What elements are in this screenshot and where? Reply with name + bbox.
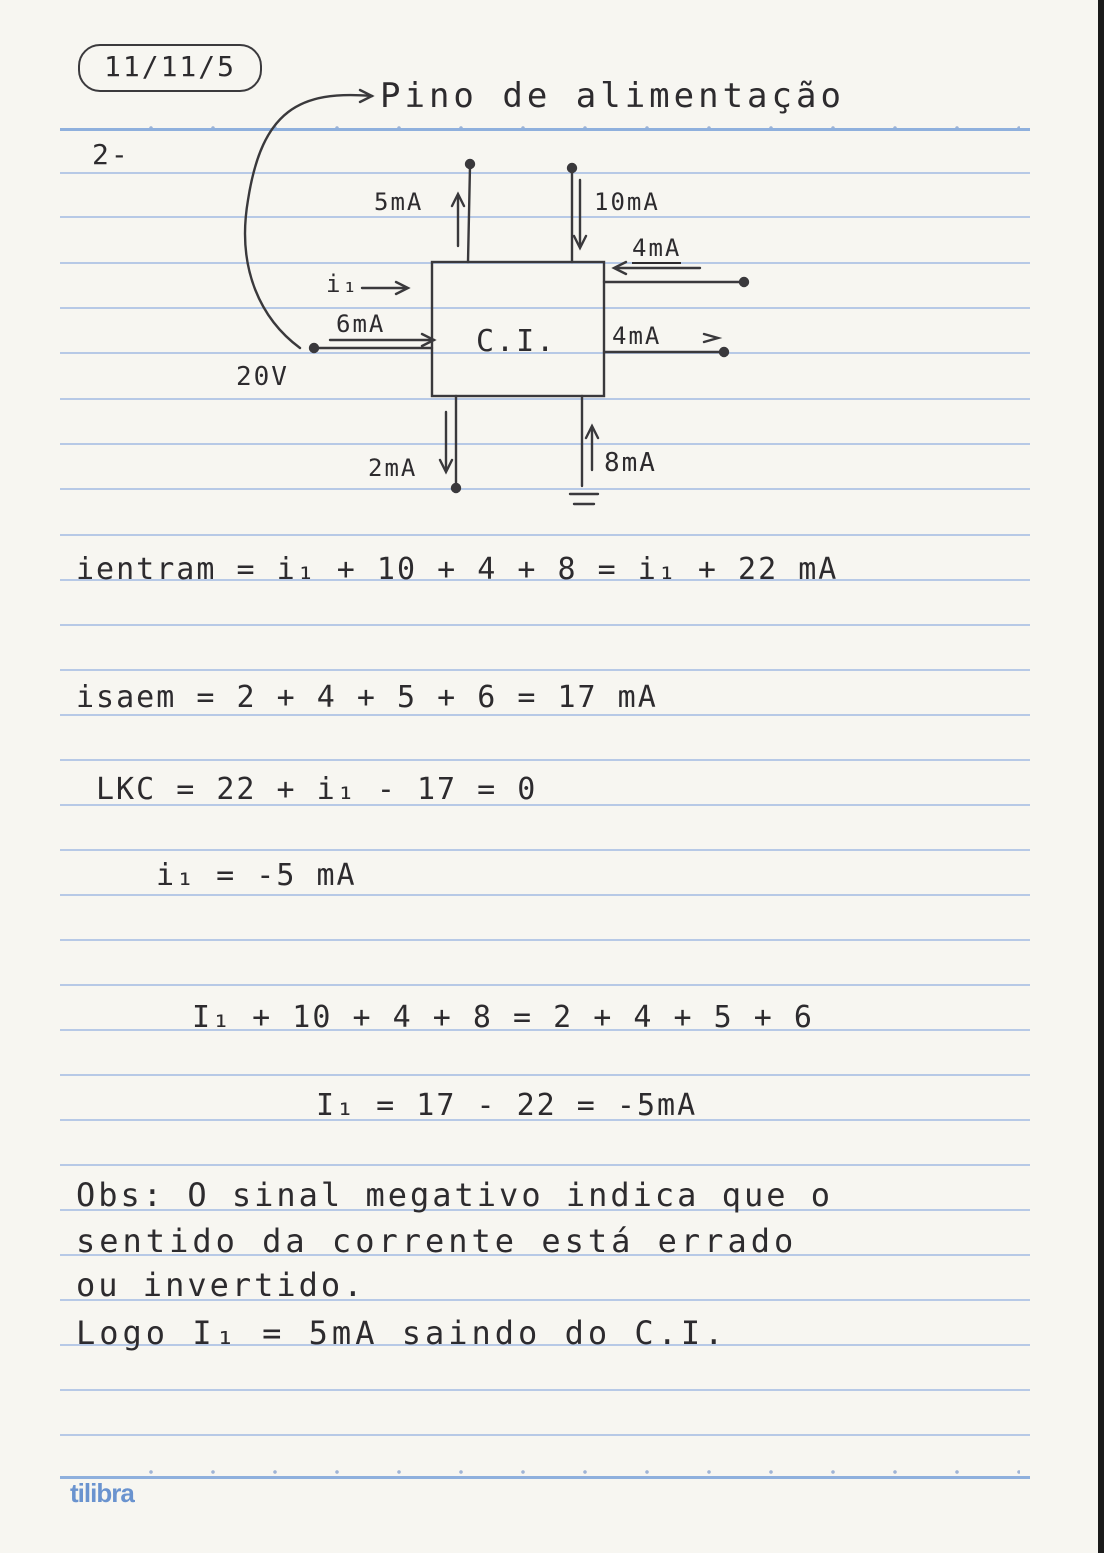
- ruled-line: [60, 1164, 1030, 1166]
- problem-number: 2-: [92, 138, 130, 171]
- observation-line-3: ou invertido.: [76, 1266, 366, 1304]
- date-text: 11/11/5: [104, 50, 237, 83]
- ic-label: C.I.: [476, 324, 557, 359]
- label-top-right-current: 10mA: [594, 188, 660, 216]
- label-bottom-left-current: 2mA: [368, 454, 418, 482]
- brand-logo: tilibra: [70, 1478, 134, 1508]
- equation-saem: isaem = 2 + 4 + 5 + 6 = 17 mA: [76, 680, 658, 715]
- label-top-left-current: 5mA: [374, 188, 424, 216]
- label-right-top-current: 4mA: [632, 234, 682, 262]
- ruled-line: [60, 1476, 1030, 1479]
- observation-line-4: Logo I₁ = 5mA saindo do C.I.: [76, 1314, 728, 1352]
- ruled-line: [60, 624, 1030, 626]
- ruled-line: [60, 984, 1030, 986]
- dotted-footer-line: [120, 1470, 1020, 1474]
- ruled-line: [60, 669, 1030, 671]
- equation-lkc: LKC = 22 + i₁ - 17 = 0: [96, 772, 538, 807]
- ruled-line: [60, 939, 1030, 941]
- equation-entram: ientram = i₁ + 10 + 4 + 8 = i₁ + 22 mA: [76, 552, 839, 587]
- label-bottom-right-current: 8mA: [604, 448, 657, 478]
- annotation-pino: Pino de alimentação: [380, 76, 845, 116]
- circuit-diagram: [0, 0, 1104, 560]
- label-left-mid-current: 6mA: [336, 310, 386, 338]
- equation-i1-result: i₁ = -5 mA: [156, 858, 357, 893]
- ruled-line: [60, 759, 1030, 761]
- label-right-mid-current: 4mA: [612, 322, 662, 350]
- observation-line-1: Obs: O sinal megativo indica que o: [76, 1176, 834, 1214]
- equation-I1-result: I₁ = 17 - 22 = -5mA: [316, 1088, 698, 1123]
- label-i1-current: i₁: [326, 270, 359, 298]
- voltage-label: 20V: [236, 362, 289, 392]
- ruled-line: [60, 894, 1030, 896]
- equation-sum: I₁ + 10 + 4 + 8 = 2 + 4 + 5 + 6: [192, 1000, 814, 1035]
- ruled-line: [60, 1074, 1030, 1076]
- ruled-line: [60, 1434, 1030, 1436]
- ruled-line: [60, 849, 1030, 851]
- ruled-line: [60, 1389, 1030, 1391]
- observation-line-2: sentido da corrente está errado: [76, 1222, 798, 1260]
